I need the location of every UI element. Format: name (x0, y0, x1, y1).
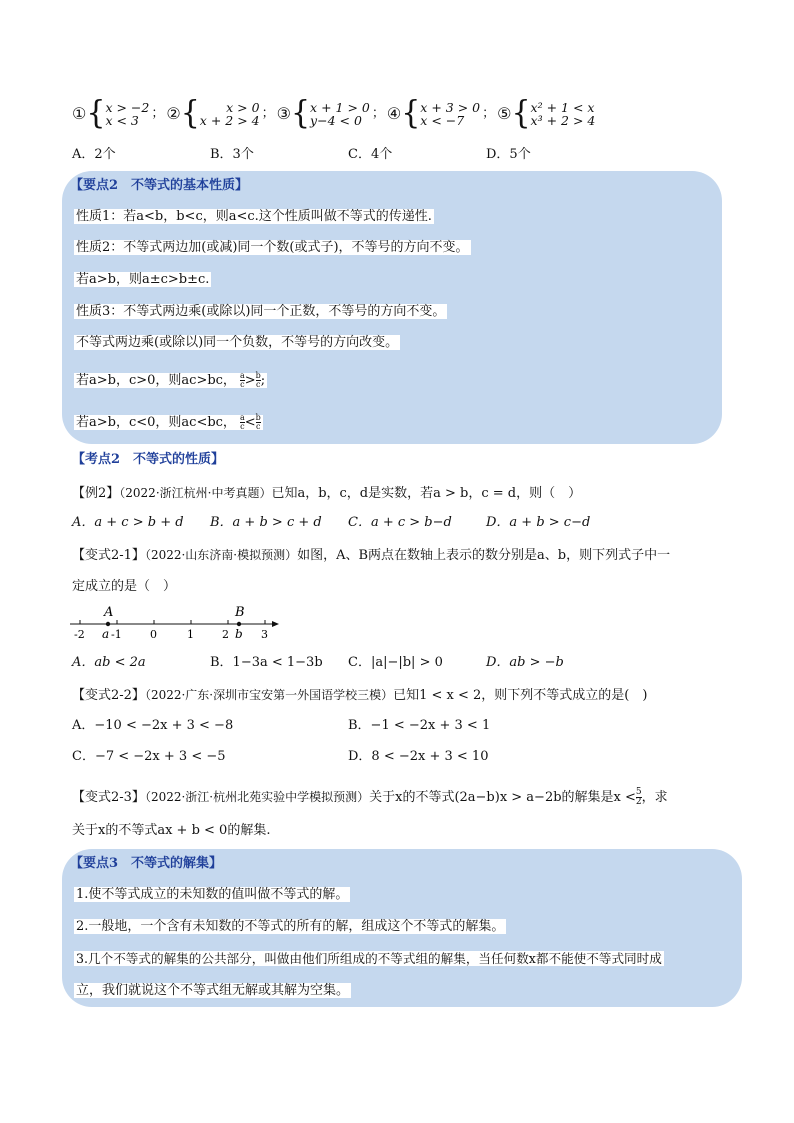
variant-label: 【变式2-2】 (72, 688, 145, 703)
v21-option-c: C．|a|−|b| > 0 (348, 655, 443, 670)
v22-option-b: B．−1 < −2x + 3 < 1 (348, 718, 491, 733)
ex2-option-a: A．a + c > b + d (72, 515, 184, 530)
value-a-label: a (102, 627, 110, 641)
question-text: 已知1 < x < 2，则下列不等式成立的是( ) (393, 688, 648, 703)
v22-option-a: A．−10 < −2x + 3 < −8 (72, 718, 234, 733)
variant-label: 【变式2-3】 (72, 790, 145, 805)
solution-set-line-3: 3.几个不等式的解集的公共部分，叫做由他们所组成的不等式组的解集，当任何数x都不能使不等式同时成 (76, 951, 662, 966)
property-2-line: 性质2：不等式两边加(或减)同一个数(或式子)，不等号的方向不变。 (76, 240, 469, 255)
exam-point-2-title: 【考点2 不等式的性质】 (72, 452, 225, 467)
separator: ； (151, 106, 165, 121)
solution-set-line-1: 1.使不等式成立的未知数的值叫做不等式的解。 (76, 887, 349, 902)
question-text: 如图，A、B两点在数轴上表示的数分别是a、b，则下列式子中一 (297, 548, 671, 563)
property-3-negative-formula: 若a>b，c<0，则ac<bc， $\frac{a}{c}$ < $\frac{b}{c}$ (76, 413, 261, 431)
question-text: 已知a，b，c，d是实数，若a > b，c = d，则（ ） (271, 486, 582, 501)
ex2-option-b: B．a + b > c + d (210, 515, 322, 530)
example-2-stem (72, 484, 581, 503)
property-3-negative-line: 不等式两边乘(或除以)同一个负数，不等号的方向改变。 (76, 335, 399, 350)
property-3-positive-formula: 若a>b，c>0，则ac>bc， $\frac{a}{c}$ > $\frac{b}{c}$ ; (76, 371, 266, 389)
value-b-label: b (235, 627, 243, 641)
solution-set-line-4: 立，我们就说这个不等式组无解或其解为空集。 (76, 983, 350, 998)
variant-2-3-stem: 【变式2-3】（2022·浙江·杭州北苑实验中学模拟预测）关于x的不等式(2a−b)x > a−2b的解集是x < $\frac{5}{2}$ ，求 (72, 787, 668, 807)
tick-label: 3 (261, 628, 268, 641)
variant-label: 【变式2-1】 (72, 548, 145, 563)
variant-2-2-stem (72, 686, 647, 705)
source: （2022·广东·深圳市宝安第一外国语学校三模） (144, 688, 394, 702)
tick-label: 1 (187, 628, 194, 641)
v21-option-a: A．ab < 2a (72, 655, 146, 670)
fraction: $\frac{a}{c}$ (239, 413, 245, 431)
q1-option-c: C．4个 (348, 147, 393, 162)
fraction: $\frac{b}{c}$ (255, 413, 261, 431)
system-line: x + 2 > 4 (199, 113, 260, 128)
system-line: x < 3 (105, 113, 139, 128)
key-point-2-title: 【要点2 不等式的基本性质】 (70, 178, 249, 193)
tick-label: -2 (74, 628, 85, 641)
separator: ； (482, 106, 496, 121)
tick-label: 0 (150, 628, 157, 641)
system-line: x + 3 > 0 (420, 100, 481, 115)
example-label: 【例2】 (72, 486, 120, 501)
ex2-option-d: D．a + b > c−d (486, 515, 591, 530)
point-b-label: B (235, 605, 245, 620)
system-line: x³ + 2 > 4 (530, 113, 596, 128)
system-line: x > 0 (226, 100, 260, 115)
system-5 (497, 95, 596, 132)
property-3-line: 性质3：不等式两边乘(或除以)同一个正数，不等号的方向不变。 (76, 304, 446, 319)
tick-label: 2 (222, 628, 229, 641)
point-a-label: A (104, 605, 114, 620)
system-line: x + 1 > 0 (310, 100, 370, 115)
system-number: ① (72, 104, 87, 123)
separator: ； (261, 106, 275, 121)
brace-icon: { (86, 95, 106, 132)
system-number: ③ (276, 104, 291, 123)
q1-option-d: D．5个 (486, 147, 531, 162)
system-line: x² + 1 < x (530, 100, 595, 115)
q1-systems-row (72, 94, 595, 134)
system-line: y−4 < 0 (310, 113, 362, 128)
number-line (66, 600, 286, 644)
variant-2-1-stem-line2: 定成立的是（ ） (72, 579, 177, 594)
source: （2022·山东济南·模拟预测） (144, 548, 298, 562)
fraction: $\frac{5}{2}$ (635, 787, 642, 807)
brace-icon: { (290, 95, 311, 132)
brace-icon: { (401, 95, 421, 132)
point-b-dot (237, 622, 241, 626)
system-2 (166, 95, 276, 132)
point-a-dot (106, 622, 110, 626)
separator: ； (371, 106, 385, 121)
q1-option-a: A．2个 (72, 147, 116, 162)
brace-icon: { (180, 95, 200, 132)
fraction: $\frac{a}{c}$ (239, 371, 245, 389)
v22-option-d: D．8 < −2x + 3 < 10 (348, 749, 489, 764)
q1-option-b: B．3个 (210, 147, 254, 162)
system-line: x > −2 (105, 100, 150, 115)
source: （2022·浙江·杭州北苑实验中学模拟预测） (144, 790, 370, 804)
system-line: x < −7 (420, 113, 465, 128)
property-1-line: 性质1：若a<b，b<c，则a<c.这个性质叫做不等式的传递性. (76, 209, 432, 224)
v22-option-c: C．−7 < −2x + 3 < −5 (72, 749, 226, 764)
question-text: 关于x的不等式(2a−b)x > a−2b的解集是x < (369, 790, 636, 805)
solution-set-line-2: 2.一般地，一个含有未知数的不等式的所有的解，组成这个不等式的解集。 (76, 919, 505, 934)
system-3 (276, 95, 387, 132)
source: （2022·浙江杭州·中考真题） (119, 486, 272, 500)
v21-option-d: D．ab > −b (486, 655, 564, 670)
system-number: ② (166, 104, 181, 123)
variant-2-3-stem-line2: 关于x的不等式ax + b < 0的解集. (72, 823, 271, 838)
tick-label: -1 (111, 628, 122, 641)
variant-2-1-stem (72, 546, 670, 565)
ex2-option-c: C．a + c > b−d (348, 515, 452, 530)
system-1 (72, 95, 166, 132)
v21-option-b: B．1−3a < 1−3b (210, 655, 323, 670)
key-point-3-title: 【要点3 不等式的解集】 (70, 856, 223, 871)
brace-icon: { (511, 95, 531, 132)
fraction: $\frac{b}{c}$ (255, 371, 261, 389)
system-number: ④ (386, 104, 402, 123)
system-number: ⑤ (497, 104, 512, 123)
system-4 (386, 95, 497, 132)
property-2-formula: 若a>b，则a±c>b±c. (76, 272, 210, 287)
